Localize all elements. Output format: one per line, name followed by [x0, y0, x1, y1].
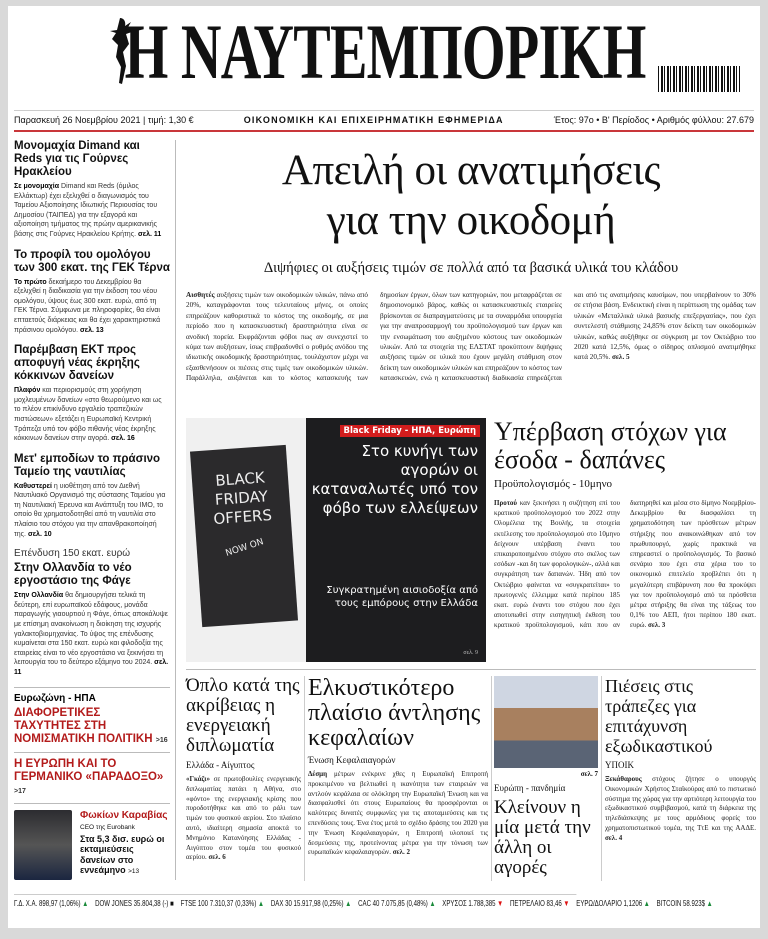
triangle-down-icon: ▼ — [495, 899, 504, 908]
triangle-up-icon: ▲ — [343, 899, 352, 908]
story-body: Δέσμη μέτρων ενέκρινε χθες η Ευρωπαϊκή Επιτροπή προκειμένου να βελτιωθεί η ικανότητα των εταιρειών να αντλούν κεφάλαια σε ολόκληρη την Ευρωπαϊκή Ένωση και να διασφαλισθεί ότι στους Ευρωπαίους θα προσφέρονται οι καλύτερες δυνατές συμφωνίες για τις αποταμιεύσεις και τις επενδύσεις τους. Ένα έτος μετά το σχέδιο δράσης του 2020 για την Ένωση Κεφαλαιαγορών, η Επιτροπή υλοποιεί τις δεσμεύσεις της, προτείνοντας μέτρα για την τόνωση των ευρωπαϊκών κεφαλαιαγορών. σελ. 2 — [308, 770, 488, 857]
bottom-story[interactable] — [605, 676, 756, 844]
lead-subtitle: Διψήφιες οι αυξήσεις τιμών σε πολλά από τα βασικά υλικά του κλάδου — [263, 260, 679, 276]
page-ref: σελ. 9 — [463, 650, 478, 656]
sidebar-short-story[interactable] — [14, 693, 170, 747]
divider — [186, 669, 756, 670]
profile-quote: Στα 5,3 δισ. ευρώ οι εκταμιεύσεις δανείων στο εννεάμηνο >13 — [80, 833, 165, 876]
ticker-label: CAC 40 7.075,85 (0,48%) — [358, 899, 428, 908]
story-body: Πλαφόν και περιορισμούς στη χορήγηση μοχλευμένων δανείων «στο θεωρούμενο και ως το πλέον επικίνδυνο εργαλείο τραπεζικών πιστώσεων» εξετάζει η Ευρωπαϊκή Κεντρική Τράπεζα υπό τον φόβο πιθανής νέας έκρηξης κόκκινων δανείων στην αγορά. σελ. 16 — [14, 387, 162, 443]
ticker-label: BITCOIN 58.923$ — [656, 899, 705, 908]
story-body: Ξεκάθαρους στόχους ζήτησε ο υπουργός Οικονομικών Χρήστος Σταϊκούρας από το πιστωτικό σύστημα της χώρας για την αρτιότερη λειτουργία του εξωδικαστικού συμβιβασμού, κατά τη διάρκεια της τηλεδιάσκεψης με τους αρμόδιους φορείς του χρηματοπιστωτικού τομέα, της ΤτΕ και της ΑΑΔΕ. σελ. 4 — [605, 775, 756, 842]
ticker-label: DOW JONES 35.804,38 (-) — [95, 899, 169, 908]
story-kicker: Ελλάδα - Αίγυπτος — [186, 760, 255, 770]
story-title: Παρέμβαση ΕΚΤ προς αποφυγή νέας έκρηξης κόκκινων δανείων — [14, 344, 140, 383]
story-body: Στην Ολλανδία θα δημιουργήσει τελικά τη δεύτερη, επί ευρωπαϊκού εδάφους, μονάδα παραγωγής γιαουρτιού η Φάγε, όπως αποκάλυψε με επίσημη ανακοίνωση η διοίκηση της ισχυρής γαλακτοβιομηχανίας. Το ύψος της επένδυσης κυμαίνεται στα 150 εκατ. ευρώ και φιλοδοξία της εταιρείας είναι το νέο εργοστάσιο να ξεκινήσει τη λειτουργία του το δεύτερο εξάμηνο του 2024. σελ. 11 — [14, 592, 169, 676]
divider — [14, 803, 170, 804]
page-ref: σελ. 7 — [580, 770, 598, 778]
profile-name: Φωκίων Καραβίας — [80, 809, 168, 821]
triangle-down-icon: ▼ — [561, 899, 570, 908]
red-rule — [14, 130, 754, 132]
story-headline: Κλείνουν η μία μετά την άλλη οι αγορές — [494, 797, 591, 878]
story-title: Η ΕΥΡΩΠΗ ΚΑΙ ΤΟ ΓΕΡΜΑΝΙΚΟ «ΠΑΡΑΔΟΞΟ» >17 — [14, 757, 164, 795]
ticker-label: Γ.Δ. Χ.Α. 898,97 (1,06%) — [14, 899, 81, 908]
story-kicker: Ένωση Κεφαλαιαγορών — [308, 755, 396, 765]
ticker-item — [442, 899, 503, 908]
profile-role: CEO της Eurobank — [80, 823, 135, 831]
ticker-label: DAX 30 15.917,98 (0,25%) — [270, 899, 344, 908]
story-kicker: ΥΠΟΙΚ — [605, 760, 634, 770]
divider — [14, 687, 170, 688]
masthead-title: Η ΝΑΥΤΕΜΠΟΡΙΚΗ — [124, 8, 646, 95]
story-headline: Ελκυστικότερο πλαίσιο άντλησης κεφαλαίων — [308, 675, 481, 751]
ticker-label: ΕΥΡΩ/ΔΟΛΑΡΙΟ 1,1206 — [576, 899, 643, 908]
triangle-up-icon: ▲ — [256, 899, 265, 908]
story-body: Σε μονομαχία Dimand και Reds (όμιλος Ελλάκτωρ) έχει εξελιχθεί ο διαγωνισμός του Ταμείου Αξιοποίησης Ιδιωτικής Περιουσίας του Δημοσίου (ΤΑΙΠΕΔ) για την εξαγορά και αξιοποίηση τμήματος της πρώην αμερικανικής βάσης στις Γούρνες Ηρακλείου Κρήτης. σελ. 11 — [14, 183, 162, 238]
portrait-photo — [14, 810, 72, 880]
prague-square-photo — [494, 676, 598, 768]
story-headline: Όπλο κατά της ακρίβειας η ενεργειακή διπλωματία — [186, 675, 300, 756]
profile-box[interactable] — [14, 810, 170, 880]
triangle-up-icon: ▲ — [704, 899, 713, 908]
story-body: «Γκάζι» σε πρωτοβουλίες ενεργειακής διπλωματίας πατάει η Αθήνα, στο «φόντο» της ενεργειακής κρίσης που πυροδοτήθηκε και από το ράλι των τιμών του φυσικού αερίου. Στο πλαίσιο αυτό, ιδιαίτερη σημασία αποκτά το Μνημόνιο Κατανόησης Ελλάδας - Αιγύπτου στον τομέα του φυσικού αερίου. σελ. 6 — [186, 775, 301, 862]
sidebar-story[interactable] — [14, 140, 170, 240]
story-body: Το πρώτο δεκαήμερο του Δεκεμβρίου θα εξελιχθεί η διαδικασία για την έκδοση του νέου ομολόγου, ύψους έως 300 εκατ. ευρώ, από τη ΓΕΚ Τέρνα. Σύμφωνα με πληροφορίες, θα είναι επταετούς διάρκειας και θα έχει χαρακτηριστικά πράσινου ομολόγου. σελ. 13 — [14, 278, 161, 334]
sign: BLACK FRIDAY OFFERS NOW ON — [190, 445, 298, 627]
column-rule — [304, 676, 305, 881]
dateline — [14, 110, 754, 125]
sidebar-story[interactable] — [14, 249, 170, 336]
lead-headline[interactable]: Απειλή οι ανατιμήσεις για την οικοδομή — [281, 147, 661, 244]
issue-info: Έτος: 97ο • Β' Περίοδος • Αριθμός φύλλου: 27.679 — [553, 115, 754, 125]
column-rule — [175, 140, 176, 880]
ticker-item — [14, 899, 88, 908]
story-title: Το προφίλ του ομολόγου των 300 εκατ. της ΓΕΚ Τέρνα — [14, 248, 170, 274]
story-title: Μετ' εμποδίων το πράσινο Ταμείο της ναυτιλίας — [14, 452, 161, 478]
story-body: Καθυστερεί η υιοθέτηση από τον Διεθνή Ναυτιλιακό Οργανισμό της σύστασης Ταμείου για τη Ναυτιλιακή Έρευνα και Ανάπτυξη του IMO, το οποίο θα χρηματοδοτηθεί από τη ναυτιλία στο πλαίσιο του στόχου για την απανθρακοποίησή της. σελ. 10 — [14, 482, 166, 538]
barcode — [658, 66, 740, 92]
budget-story[interactable] — [494, 418, 756, 631]
story-title: Μονομαχία Dimand και Reds για τις Γούρνες Ηρακλείου — [14, 140, 140, 178]
story-kicker: Ευρωζώνη - ΗΠΑ — [14, 692, 96, 704]
ticker-label: ΧΡΥΣΟΣ 1.788,385 — [442, 899, 496, 908]
story-body: Προτού καν ξεκινήσει η συζήτηση επί του κρατικού προϋπολογισμού του 2022 στην Ολομέλεια της Βουλής, τα στοιχεία εκτέλεσης του προϋπολογισμού στο 10μηνο δείχνουν υπέρβαση έναντι του επικαιροποιημένου στόχου στο σκέλος των εσόδων -και δη των φορολογικών-, αλλά και συγκράτηση των δαπανών. Ήδη από τον Οκτώβριο φαίνεται να «συγκρατείται» το πρωτογενές έλλειμμα κατά περίπου 185 εκατ. ευρώ έναντι του στόχου που έχει αποτυπωθεί στην εισηγητική έκθεση του κρατικού προϋπολογισμού, κάτι που αν διατηρηθεί και μέσα στο δίμηνο Νοεμβρίου-Δεκεμβρίου θα διασφαλίσει τη χρηματοδότηση των πρόσθετων μέτρων στήριξης που ανακοινώθηκαν από τον πρωθυπουργό, χωρίς πρακτικά να επηρεαστεί ο προϋπολογισμός. Το βασικό σενάριο που έχει στα χέρια του το οικονομικό επιτελείο προβλέπει ότι η μεγαλύτερη επιβάρυνση που θα προκύψει για τον προϋπολογισμό από τα πρόσθετα μέτρα στήριξης θα είναι της τάξεως του 0,1% του ΑΕΠ, ήτοι περίπου 180 εκατ. ευρώ. σελ. 3 — [494, 499, 756, 630]
tagline: ΟΙΚΟΝΟΜΙΚΗ ΚΑΙ ΕΠΙΧΕΙΡΗΜΑΤΙΚΗ ΕΦΗΜΕΡΙΔΑ — [243, 115, 504, 125]
story-headline: Υπέρβαση στόχων για έσοδα - δαπάνες — [494, 417, 727, 474]
story-tag: Black Friday - ΗΠΑ, Ευρώπη — [340, 425, 480, 437]
ticker-label: ΠΕΤΡΕΛΑΙΟ 83,46 — [510, 899, 562, 908]
date-price: Παρασκευή 26 Νοεμβρίου 2021 | τιμή: 1,30 € — [14, 115, 194, 125]
story-title: ΔΙΑΦΟΡΕΤΙΚΕΣ ΤΑΧΥΤΗΤΕΣ ΣΤΗ ΝΟΜΙΣΜΑΤΙΚΗ ΠΟΛΙΤΙΚΗ >16 — [14, 706, 168, 745]
ticker-item — [358, 899, 435, 908]
story-kicker: Προϋπολογισμός - 10μηνο — [494, 478, 613, 490]
ticker-item — [576, 899, 650, 908]
triangle-up-icon: ▲ — [80, 899, 89, 908]
square-icon: ■ — [168, 899, 174, 908]
bottom-story[interactable] — [308, 676, 488, 858]
column-rule — [601, 676, 602, 881]
story-title: Στην Ολλανδία το νέο εργοστάσιο της Φάγε — [14, 562, 132, 588]
ticker-item — [510, 899, 569, 908]
divider — [14, 752, 170, 753]
triangle-up-icon: ▲ — [427, 899, 436, 908]
ticker-item — [95, 899, 174, 908]
story-kicker: Επένδυση 150 εκατ. ευρώ — [14, 548, 131, 560]
sidebar-story[interactable] — [14, 344, 170, 444]
sidebar-story[interactable] — [14, 453, 170, 540]
photo-subtitle: Συγκρατημένη αισιοδοξία από τους εμπόρους στην Ελλάδα — [326, 585, 478, 609]
story-kicker: Ευρώπη - πανδημία — [494, 783, 566, 793]
photo-headline: Στο κυνήγι των αγορών οι καταναλωτές υπό τον φόβο των ελλείψεων — [311, 442, 478, 517]
market-ticker — [14, 894, 713, 908]
ticker-item — [271, 899, 351, 908]
bottom-story[interactable] — [494, 676, 598, 878]
bottom-story[interactable] — [186, 676, 301, 863]
lead-body: Αισθητές αυξήσεις τιμών των οικοδομικών υλικών, πάνω από 20%, καταγράφονται τους τελευταίους μήνες, οι οποίες επηρεάζουν καθοριστικά το κόστος της οικοδομής, σε μια περίοδο που η κατασκευαστική δραστηριότητα είναι σε ανοδική πορεία. Εκφράζονται φόβοι πως αν συνεχιστεί το κύμα των αυξήσεων, ίσως επιβραδυνθεί ο ρυθμός ανόδου της ιδιωτικής οικοδομικής δραστηριότητας, τουλάχιστον μέχρι να εξασθενήσουν οι πιέσεις στις τιμές των οικοδομικών υλικών. Παράλληλα, αυξάνεται και το κόστος κατασκευής των δημοσίων έργων, όλων των κατηγοριών, που μεταφράζεται σε δημοσιονομικό βάρος, καθώς οι κατασκευαστικές εταιρείες βρίσκονται σε διαπραγματεύσεις με τα συναρμόδια υπουργεία για την αναπροσαρμογή του προϋπολογισμού των έργων και την ενσωμάτωση του αυξημένου κόστους των οικοδομικών υλικών. Από τα στοιχεία της ΕΛΣΤΑΤ προκύπτουν διψήφιες αυξήσεις τιμών σε υλικά που έχουν μεγάλη στάθμιση στον δείκτη των οικοδομικών υλικών και επηρεάζουν το κόστος των κατασκευών, ενώ η κατασκευαστική διαδικασία επηρεάζεται και από τις ανατιμήσεις καυσίμων, που υπερβαίνουν το 30% σε ετήσια βάση. Ενδεικτική είναι η περίπτωση της ομάδας των υλικών «Μεταλλικά υλικά βασικής επεξεργασίας», που έχει συντελεστή στάθμισης 24,85% στον δείκτη των οικοδομικών υλικών, καθώς αυξήθηκε σε σύγκριση με τον Οκτώβριο του 2020 κατά 12,5%, όμως ο σίδηρος οπλισμού ανατιμήθηκε κατά 20,5%. σελ. 5 — [186, 291, 756, 383]
ticker-label: FTSE 100 7.310,37 (0,33%) — [180, 899, 257, 908]
sidebar-short-story[interactable] — [14, 758, 170, 798]
black-friday-photo-story[interactable] — [186, 418, 486, 662]
column-rule — [491, 676, 492, 881]
left-sidebar — [14, 140, 170, 880]
story-headline: Πιέσεις στις τράπεζες για επιτάχυνση εξωδικαστικού — [605, 676, 713, 756]
triangle-up-icon: ▲ — [642, 899, 650, 908]
ticker-item — [657, 899, 713, 908]
sidebar-story[interactable] — [14, 548, 170, 677]
store-sign-photo — [186, 418, 306, 662]
ticker-item — [181, 899, 264, 908]
newspaper-front-page — [8, 6, 760, 928]
